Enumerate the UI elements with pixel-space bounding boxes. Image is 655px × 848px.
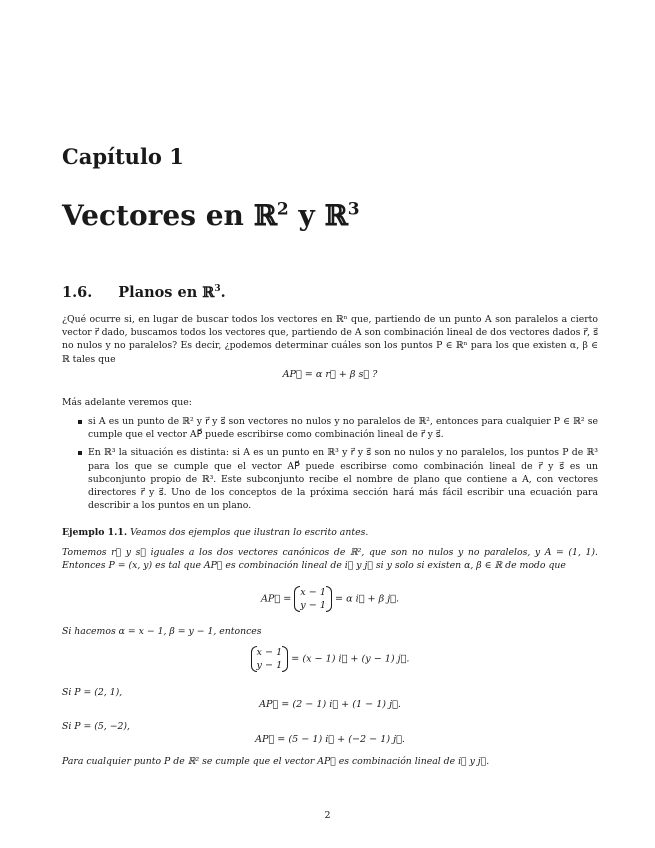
title-mid: y ℝ [288, 199, 348, 232]
title-exponent-2: 3 [347, 199, 360, 220]
example-intro: Veamos dos ejemplos que ilustran lo escrito antes. [130, 527, 369, 538]
eq1-right: = α i⃗ + β j⃗. [335, 593, 399, 605]
eq1-left: AP⃗ = [261, 593, 292, 605]
bullet-item [62, 446, 598, 512]
section-end: . [220, 284, 226, 301]
eq2-right: = (x − 1) i⃗ + (y − 1) j⃗. [291, 653, 410, 665]
bullet-item [62, 415, 598, 441]
bullet-text-1: si A es un punto de ℝ² y r⃗ y s⃗ son vectores no nulos y no paralelos de ℝ², entonces para cualquier P ∈ ℝ² se cumple que el vector AP⃗ puede escribirse como combinación lineal de r⃗ y s⃗. [88, 416, 598, 441]
substitution-text: Si hacemos α = x − 1, β = y − 1, entonces [62, 626, 262, 637]
example-label: Ejemplo 1.1. [62, 527, 128, 538]
closing-text: Para cualquier punto P de ℝ² se cumple que el vector AP⃗ es combinación lineal de i⃗ y j⃗. [62, 756, 490, 767]
case-1-text: Si P = (2, 1), [62, 687, 123, 698]
equation-2 [62, 646, 598, 672]
eq1-matrix-row-2: y − 1 [300, 600, 326, 611]
later-text: Más adelante veremos que: [62, 397, 192, 408]
bullet-icon [78, 420, 82, 424]
section-number: 1.6. [62, 284, 93, 301]
example-paragraph: Tomemos r⃗ y s⃗ iguales a los dos vectores canónicos de ℝ², que son no nulos y no paralelos, y A = (1, 1). Entonces P = (x, y) es tal que AP⃗ es combinación lineal de i⃗ y j⃗ si y solo si existen α, β ∈ ℝ de modo que [62, 547, 598, 572]
section-heading [62, 284, 226, 301]
chapter-title [62, 199, 360, 232]
eq1-matrix-row-1: x − 1 [300, 587, 326, 598]
bullet-icon [78, 451, 82, 455]
intro-equation: AP⃗ = α r⃗ + β s⃗ ? [282, 369, 378, 380]
eq1-matrix [294, 586, 332, 612]
section-text: Planos en ℝ [118, 284, 215, 301]
title-text: Vectores en ℝ [62, 199, 277, 232]
equation-1 [62, 586, 598, 612]
chapter-label: Capítulo 1 [62, 144, 184, 169]
eq2-matrix [251, 646, 289, 672]
section-exponent: 3 [214, 284, 221, 295]
eq2-matrix-row-1: x − 1 [256, 647, 283, 658]
title-exponent-1: 2 [276, 199, 289, 220]
eq2-matrix-row-2: y − 1 [256, 660, 283, 671]
case-2-text: Si P = (5, −2), [62, 721, 130, 732]
bullet-list [62, 415, 598, 517]
bullet-text-2: En ℝ³ la situación es distinta: si A es un punto en ℝ³ y r⃗ y s⃗ son no nulos y no paralelos, los puntos P de ℝ³ para los que se cumple que el vector AP⃗ puede escribirse como combinación lineal de r⃗ y s⃗ es un subconjunto propio de ℝ³. Este subconjunto recibe el nombre de plano que contiene a A, con vectores directores r⃗ y s⃗. Uno de los conceptos de la próxima sección hará más fácil escribir una ecuación para describir a los puntos en un plano. [88, 447, 598, 512]
equation-3: AP⃗ = (2 − 1) i⃗ + (1 − 1) j⃗. [259, 699, 401, 710]
example-heading [62, 526, 598, 539]
page-number: 2 [324, 810, 331, 821]
intro-paragraph: ¿Qué ocurre si, en lugar de buscar todos los vectores en ℝⁿ que, partiendo de un punto A son paralelos a cierto vector r⃗ dado, buscamos todos los vectores que, partiendo de A son combinación lineal de dos vectores dados r⃗, s⃗ no nulos y no paralelos? Es decir, ¿podemos determinar cuáles son los puntos P ∈ ℝⁿ para los que existen α, β ∈ ℝ tales que [62, 314, 598, 365]
equation-4: AP⃗ = (5 − 1) i⃗ + (−2 − 1) j⃗. [255, 734, 405, 745]
